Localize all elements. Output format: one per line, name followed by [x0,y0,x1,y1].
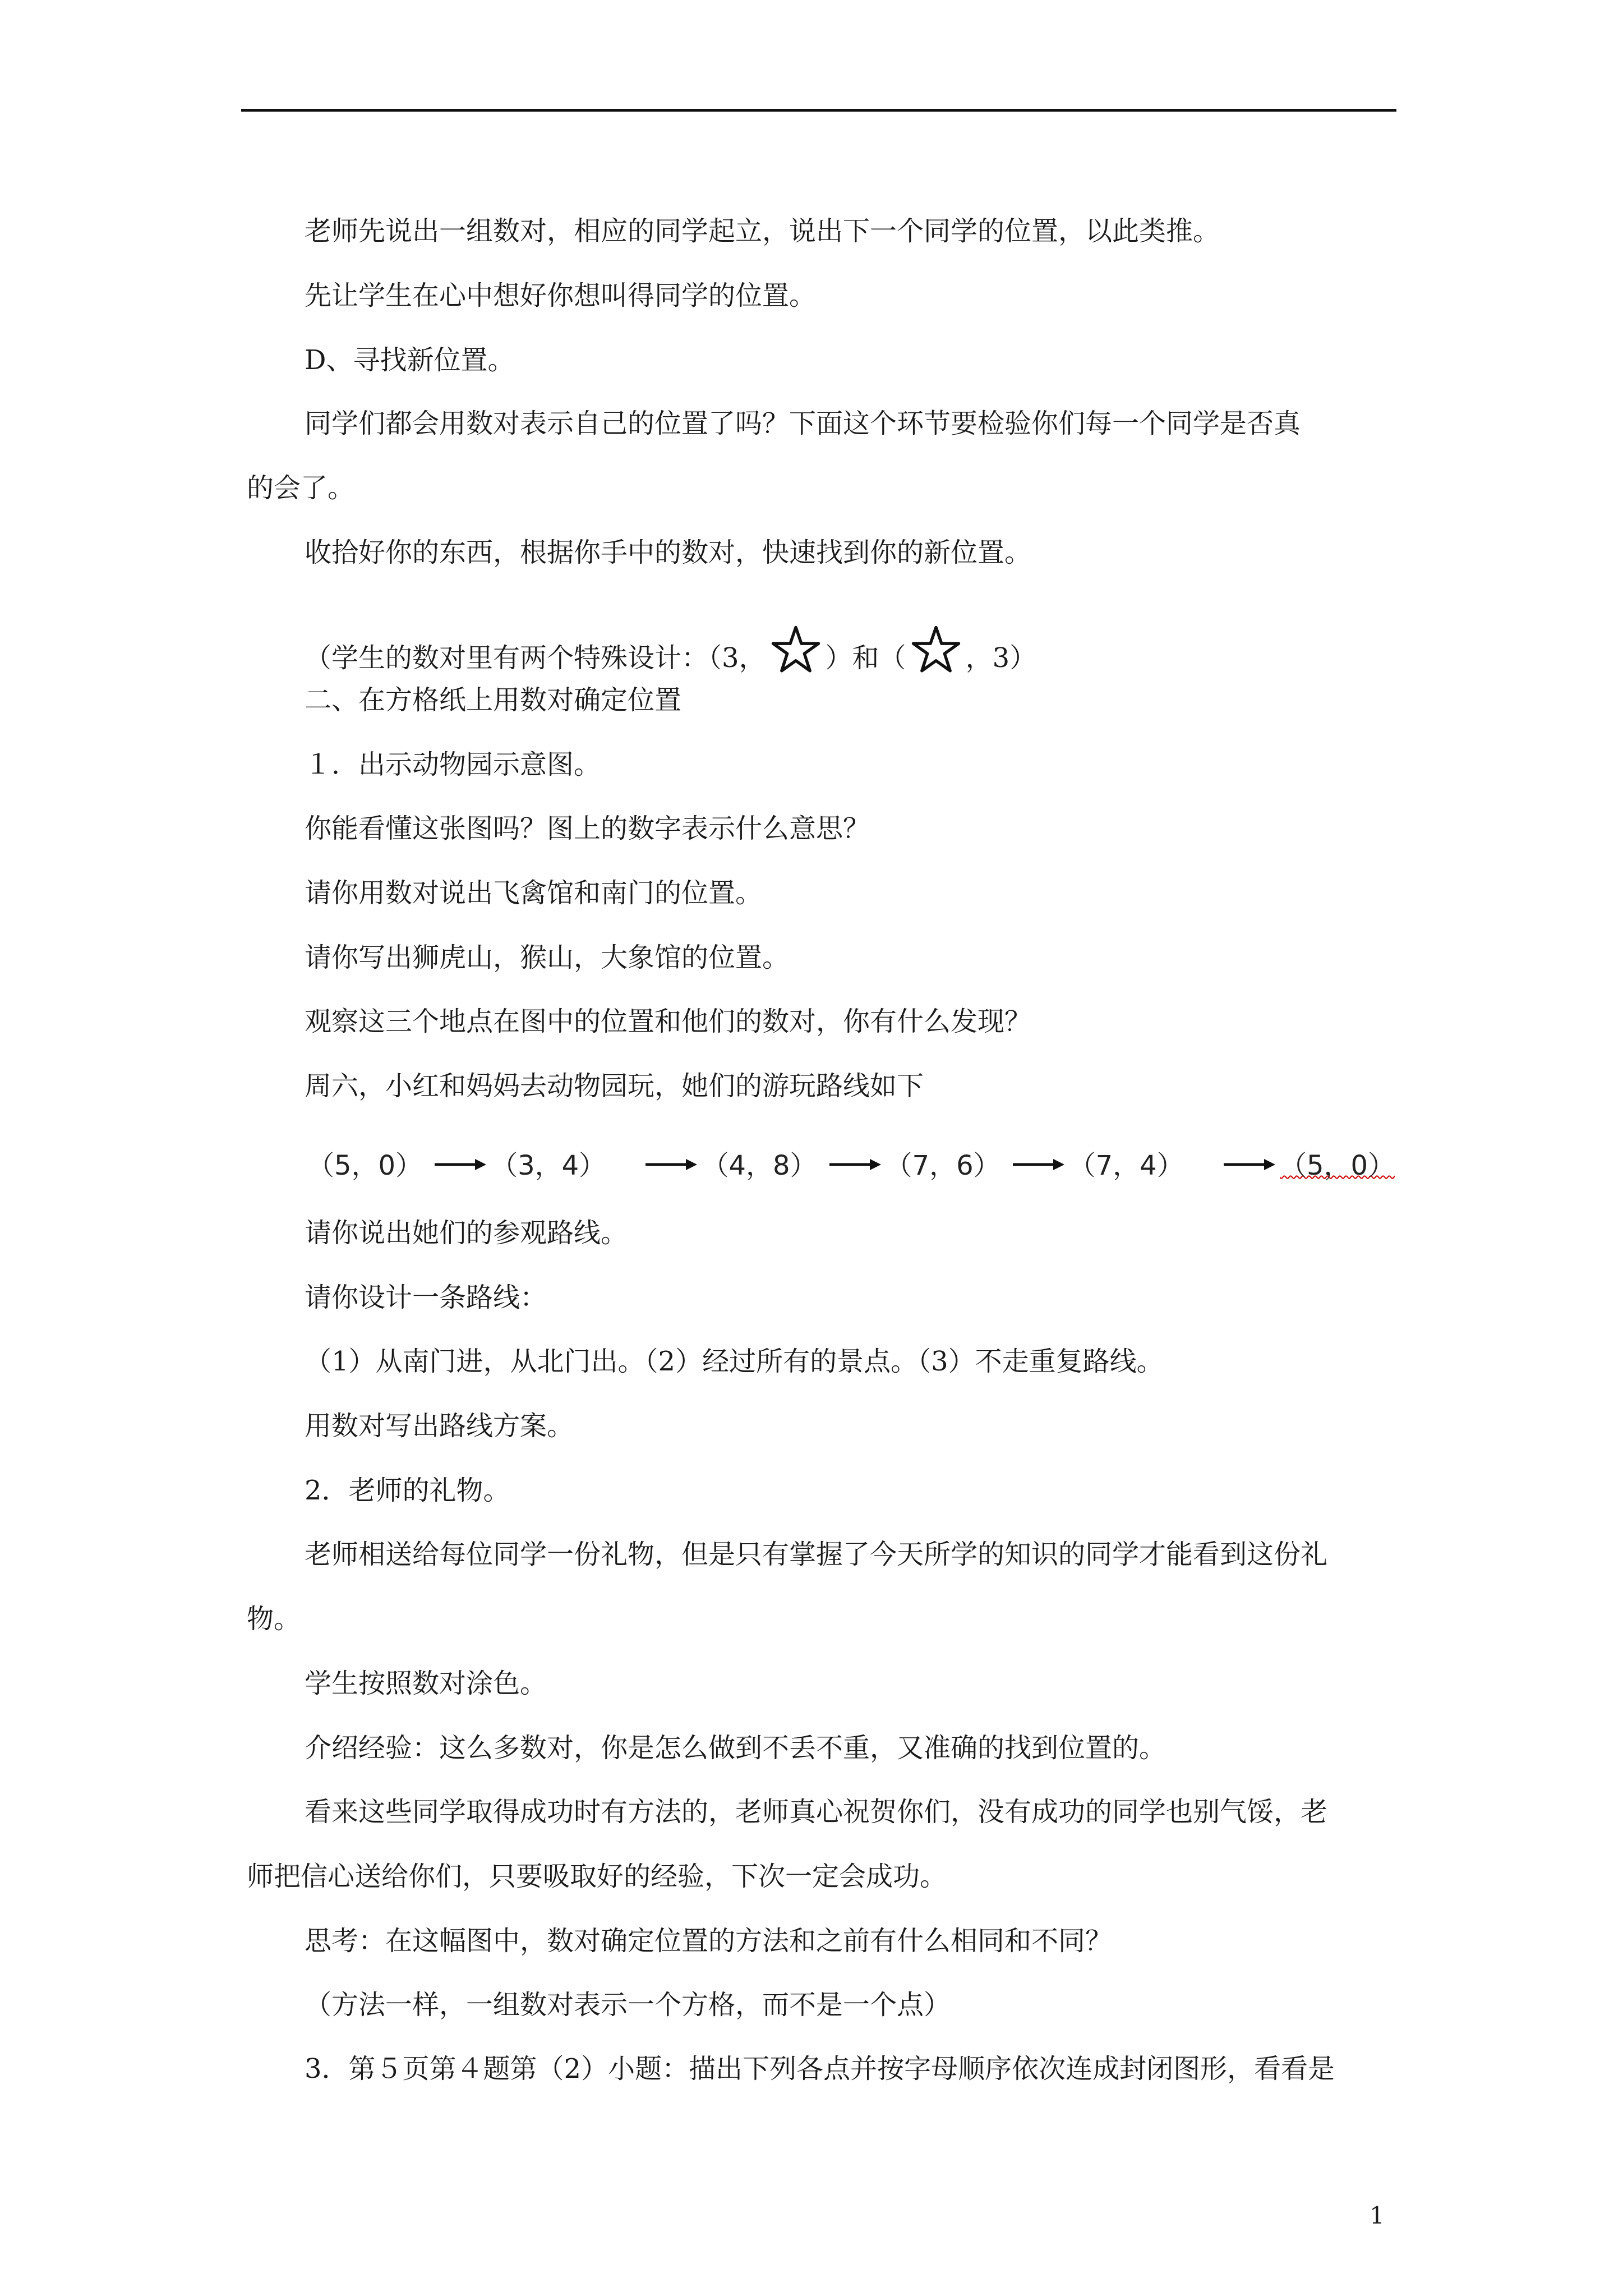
paragraph-line: 用数对写出路线方案。 [305,1410,574,1442]
paragraph-line: 老师先说出一组数对，相应的同学起立，说出下一个同学的位置，以此类推。 [305,215,1220,247]
paragraph-line: 学生按照数对涂色。 [305,1668,547,1699]
paragraph-line: 物。 [247,1603,301,1635]
special-middle: ）和（ [825,642,906,674]
header-rule [241,109,1396,112]
paragraph-line: 同学们都会用数对表示自己的位置了吗？下面这个环节要检验你们每一个同学是否真 [305,408,1301,439]
paragraph-line: 你能看懂这张图吗？图上的数字表示什么意思？ [305,813,870,844]
paragraph-line: D、寻找新位置。 [305,344,515,376]
page-number: 1 [1370,2202,1385,2229]
paragraph-line: 看来这些同学取得成功时有方法的，老师真心祝贺你们，没有成功的同学也别气馁，老 [305,1796,1328,1828]
paragraph-line: 老师相送给每位同学一份礼物，但是只有掌握了今天所学的知识的同学才能看到这份礼 [305,1539,1328,1570]
paragraph-line: （1）从南门进，从北门出。（2）经过所有的景点。（3）不走重复路线。 [305,1346,1164,1377]
route-point: （7，4） [1068,1150,1184,1181]
paragraph-line: 请你用数对说出飞禽馆和南门的位置。 [305,877,763,909]
paragraph-line: 思考：在这幅图中，数对确定位置的方法和之前有什么相同和不同？ [305,1925,1113,1957]
paragraph-line: 先让学生在心中想好你想叫得同学的位置。 [305,280,817,311]
arrow-right-icon [644,1158,698,1171]
section-heading: 二、在方格纸上用数对确定位置 [305,684,682,716]
paragraph-line: 2．老师的礼物。 [305,1475,510,1506]
route-point: （4，8） [702,1150,817,1181]
paragraph-line: 请你设计一条路线： [305,1282,547,1313]
paragraph-line: 的会了。 [247,472,355,504]
route-sequence [307,1149,1403,1182]
route-point: （5，0） [307,1150,423,1181]
paragraph-line: １．出示动物园示意图。 [305,749,601,780]
route-point: （5，0） [1280,1150,1395,1181]
special-pairs-line [305,624,1036,675]
arrow-right-icon [828,1158,882,1171]
special-suffix: ，3） [965,642,1037,674]
route-point: （7，6） [885,1150,1000,1181]
paragraph-line: 师把信心送给你们，只要吸取好的经验，下次一定会成功。 [247,1861,947,1892]
star-icon [911,624,961,675]
paragraph-line: 周六，小红和妈妈去动物园玩，她们的游玩路线如下 [305,1070,924,1102]
paragraph-line: 3．第５页第４题第（2）小题：描出下列各点并按字母顺序依次连成封闭图形，看看是 [305,2053,1335,2085]
arrow-right-icon [1223,1158,1276,1171]
star-icon [771,624,821,675]
paragraph-line: 观察这三个地点在图中的位置和他们的数对，你有什么发现？ [305,1006,1032,1037]
paragraph-line: 收拾好你的东西，根据你手中的数对，快速找到你的新位置。 [305,537,1032,568]
paragraph-line: 介绍经验：这么多数对，你是怎么做到不丢不重，又准确的找到位置的。 [305,1732,1166,1764]
paragraph-line: 请你写出狮虎山，猴山，大象馆的位置。 [305,942,790,973]
route-point: （3，4） [491,1150,606,1181]
arrow-right-icon [1012,1158,1066,1171]
paragraph-line: 请你说出她们的参观路线。 [305,1217,628,1249]
arrow-right-icon [434,1158,487,1171]
special-prefix: （学生的数对里有两个特殊设计：（3， [305,642,766,674]
paragraph-line: （方法一样，一组数对表示一个方格，而不是一个点） [305,1989,951,2021]
